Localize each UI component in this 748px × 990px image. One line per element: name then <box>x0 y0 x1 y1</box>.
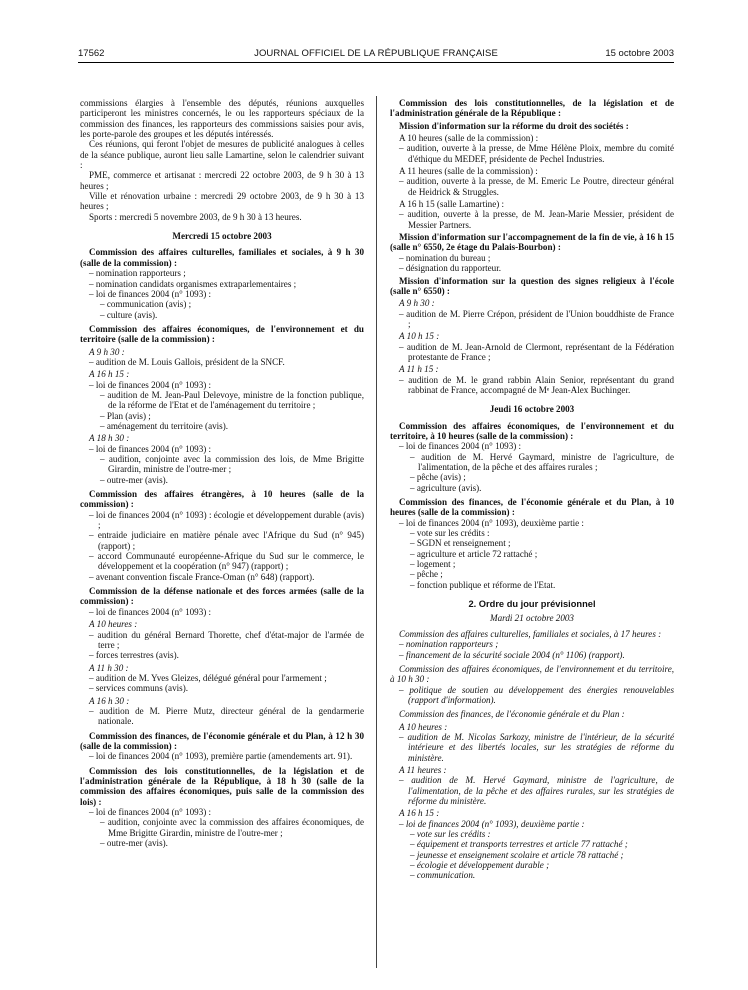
commission-heading: Commission de la défense nationale et des forces armées (salle de la commission) : <box>80 586 364 607</box>
time-slot: A 18 h 30 : <box>89 433 130 444</box>
day-heading: Mercredi 15 octobre 2003 <box>172 231 272 242</box>
column-divider <box>376 96 377 968</box>
agenda-item: – avenant convention fiscale France-Oman (n° 648) (rapport). <box>89 571 315 582</box>
intro-paragraph-2: Ces réunions, qui feront l'objet de mesures de publicité analogues à celles de la séance publique, auront lieu salle Lamartine, selon le calendrier suivant : <box>80 139 364 171</box>
agenda-subitem: – communication (avis) ; <box>100 299 192 310</box>
agenda-subitem: – communication. <box>410 870 476 881</box>
agenda-item: – services communs (avis). <box>89 683 188 694</box>
time-slot: A 10 heures : <box>89 619 138 630</box>
agenda-subitem: – outre-mer (avis). <box>100 474 168 485</box>
agenda-item: – loi de finances 2004 (n° 1093), deuxième partie : <box>399 517 584 528</box>
agenda-item: – désignation du rapporteur. <box>399 263 502 274</box>
agenda-subitem: – audition de M. Jean-Paul Delevoye, ministre de la fonction publique, de la réforme de l'Etat et de l'aménagement du territoire ; <box>100 389 364 411</box>
header-rule <box>78 62 674 63</box>
page-number: 17562 <box>78 48 105 59</box>
intro-paragraph: commissions élargies à l'ensemble des députés, réunions auxquelles participeront les ministres concernés, le ou les rapporteurs spéciaux de la commission des finances, les rapporteurs des commissions saisies pour avis, les porte-parole des groupes et les députés intéressés. <box>80 98 364 140</box>
agenda-item: – loi de finances 2004 (n° 1093) : écologie et développement durable (avis) ; <box>89 509 364 531</box>
agenda-item: – audition, ouverte à la presse, de Mme Hélène Ploix, membre du comité d'éthique du MEDEF, présidente de Pechel Industries. <box>399 143 674 164</box>
commission-heading-italic: Commission des finances, de l'économie générale et du Plan : <box>399 709 625 720</box>
agenda-item: – loi de finances 2004 (n° 1093), deuxième partie : <box>399 818 585 829</box>
commission-heading: Commission des finances, de l'économie générale et du Plan, à 10 heures (salle de la commission) : <box>390 497 674 518</box>
commission-heading-italic: Commission des affaires culturelles, familiales et sociales, à 17 heures : <box>399 628 662 639</box>
agenda-item: – nomination rapporteurs ; <box>399 639 499 650</box>
right-column <box>390 98 674 881</box>
time-slot: A 16 h 30 : <box>89 695 130 706</box>
agenda-item: – nomination candidats organismes extraparlementaires ; <box>89 278 297 289</box>
agenda-item: – audition du général Bernard Thorette, chef d'état-major de l'armée de terre ; <box>89 629 364 650</box>
page-header <box>78 48 674 62</box>
day-heading-italic: Mardi 21 octobre 2003 <box>490 613 574 624</box>
agenda-subitem: – fonction publique et réforme de l'Etat. <box>410 579 556 590</box>
agenda-subitem: – audition, conjointe avec la commission des lois, de Mme Brigitte Girardin, ministre de l'outre-mer ; <box>100 454 364 475</box>
agenda-subitem: – audition de M. Hervé Gaymard, ministre de l'agriculture, de l'alimentation, de la pêche et des affaires rurales ; <box>410 451 674 472</box>
agenda-subitem: – agriculture et article 72 rattaché ; <box>410 548 538 559</box>
agenda-item: – nomination rapporteurs ; <box>89 268 186 279</box>
agenda-item: – loi de finances 2004 (n° 1093) : <box>89 379 212 390</box>
agenda-item: – loi de finances 2004 (n° 1093) : <box>89 807 212 817</box>
agenda-subitem: – culture (avis). <box>100 309 158 320</box>
commission-heading-italic: Commission des affaires économiques, de l'environnement et du territoire, à 10 h 30 : <box>390 663 674 685</box>
agenda-subitem: – outre-mer (avis). <box>100 838 168 849</box>
time-slot: A 16 h 15 (salle Lamartine) : <box>399 199 505 210</box>
schedule-ville: Ville et rénovation urbaine : mercredi 29 octobre 2003, de 9 h 30 à 13 heures ; <box>80 191 364 212</box>
agenda-subitem: – vote sur les crédits : <box>410 829 491 839</box>
commission-heading: Commission des affaires économiques, de l'environnement et du territoire, à 10 heures (salle de la commission) : <box>390 420 674 441</box>
schedule-sports: Sports : mercredi 5 novembre 2003, de 9 h 30 à 13 heures. <box>89 211 302 222</box>
agenda-subitem: – vote sur les crédits : <box>410 528 490 539</box>
commission-heading: Commission des affaires étrangères, à 10 heures (salle de la commission) : <box>80 489 364 510</box>
time-slot: A 10 heures : <box>399 721 448 732</box>
agenda-subitem: – jeunesse et enseignement scolaire et article 78 rattaché ; <box>410 849 624 860</box>
agenda-item: – audition de M. Pierre Mutz, directeur général de la gendarmerie nationale. <box>89 705 364 727</box>
time-slot: A 11 heures (salle de la commission) : <box>399 166 538 177</box>
agenda-item: – forces terrestres (avis). <box>89 650 179 661</box>
schedule-pme: PME, commerce et artisanat : mercredi 22 octobre 2003, de 9 h 30 à 13 heures ; <box>80 170 364 191</box>
time-slot: A 16 h 15 : <box>89 369 130 380</box>
time-slot: A 16 h 15 : <box>399 808 440 819</box>
agenda-item: – audition de M. Yves Gleizes, délégué général pour l'armement ; <box>89 672 327 683</box>
agenda-item: – loi de finances 2004 (n° 1093), première partie (amendements art. 91). <box>89 751 353 762</box>
agenda-item: – audition de M. Jean-Arnold de Clermont, représentant de la Fédération protestante de France ; <box>399 341 674 362</box>
agenda-subitem: – équipement et transports terrestres et article 77 rattaché ; <box>410 839 628 850</box>
agenda-item: – loi de finances 2004 (n° 1093) : <box>89 606 212 617</box>
commission-heading: Commission des affaires culturelles, familiales et sociales, à 9 h 30 (salle de la commission) : <box>80 247 364 268</box>
time-slot: A 11 heures : <box>399 764 447 775</box>
left-column <box>80 98 364 848</box>
issue-date: 15 octobre 2003 <box>605 48 674 59</box>
mission-heading: Mission d'information sur la question des signes religieux à l'école (salle n° 6550) : <box>390 275 674 296</box>
agenda-item: – financement de la sécurité sociale 2004 (n° 1106) (rapport). <box>399 649 625 660</box>
time-slot: A 10 heures (salle de la commission) : <box>399 133 539 144</box>
agenda-item: – loi de finances 2004 (n° 1093) : <box>89 443 212 454</box>
agenda-item: – nomination du bureau ; <box>399 252 491 263</box>
agenda-item: – accord Communauté européenne-Afrique du Sud sur le commerce, le développement et la coopération (n° 947) (rapport) ; <box>89 551 364 572</box>
mission-heading: Mission d'information sur la réforme du droit des sociétés : <box>399 120 629 131</box>
agenda-subitem: – agriculture (avis). <box>410 482 482 493</box>
section-heading: 2. Ordre du jour prévisionnel <box>468 599 596 610</box>
time-slot: A 11 h 30 : <box>89 662 129 673</box>
agenda-item: – entraide judiciaire en matière pénale avec l'Afrique du Sud (n° 945) (rapport) ; <box>89 530 364 551</box>
day-heading: Jeudi 16 octobre 2003 <box>489 404 575 415</box>
agenda-subitem: – pêche ; <box>410 569 443 580</box>
agenda-subitem: – Plan (avis) ; <box>100 410 151 421</box>
commission-heading: Commission des affaires économiques, de l'environnement et du territoire (salle de la commission) : <box>80 323 364 345</box>
time-slot: A 11 h 15 : <box>399 364 439 375</box>
agenda-item: – audition de M. Pierre Crépon, président de l'Union bouddhiste de France ; <box>399 308 674 329</box>
agenda-item: – audition de M. Louis Gallois, président de la SNCF. <box>89 356 285 367</box>
agenda-subitem: – SGDN et renseignement ; <box>410 538 511 549</box>
commission-heading: Commission des lois constitutionnelles, de la législation et de l'administration générale de la République : <box>390 98 674 119</box>
agenda-subitem: – aménagement du territoire (avis). <box>100 420 229 431</box>
agenda-item: – audition, ouverte à la presse, de M. Jean-Marie Messier, président de Messier Partners. <box>399 209 674 230</box>
agenda-subitem: – audition, conjointe avec la commission des affaires économiques, de Mme Brigitte Girardin, ministre de l'outre-mer ; <box>100 817 364 838</box>
time-slot: A 9 h 30 : <box>89 346 125 357</box>
agenda-subitem: – écologie et développement durable ; <box>410 860 550 871</box>
agenda-item: – audition de M. le grand rabbin Alain Senior, représentant du grand rabbinat de France, accompagné de Mᵉ Jean-Alex Buchinger. <box>399 374 674 395</box>
mission-heading: Mission d'information sur l'accompagnement de la fin de vie, à 16 h 15 (salle n° 6550, 2e étage du Palais-Bourbon) : <box>390 232 674 253</box>
agenda-item: – loi de finances 2004 (n° 1093) : <box>89 288 212 299</box>
journal-title: JOURNAL OFFICIEL DE LA RÉPUBLIQUE FRANÇAISE <box>254 48 498 59</box>
agenda-subitem: – pêche (avis) ; <box>410 472 466 483</box>
agenda-item: – politique de soutien au développement des énergies renouvelables (rapport d'information). <box>399 684 674 705</box>
agenda-item: – audition de M. Hervé Gaymard, ministre de l'agriculture, de l'alimentation, de la pêche et des affaires rurales, sur les stratégies de réforme du ministère. <box>399 775 674 806</box>
time-slot: A 9 h 30 : <box>399 298 435 309</box>
commission-heading: Commission des finances, de l'économie générale et du Plan, à 12 h 30 (salle de la commission) : <box>80 730 364 751</box>
agenda-item: – loi de finances 2004 (n° 1093) : <box>399 441 522 452</box>
commission-heading: Commission des lois constitutionnelles, de la législation et de l'administration générale de la République, à 18 h 30 (salle de la commission des affaires économiques, puis salle de la commission des lois) : <box>80 765 364 807</box>
agenda-item: – audition de M. Nicolas Sarkozy, ministre de l'intérieur, de la sécurité intérieure et des libertés locales, sur les stratégies de réforme du ministère. <box>399 731 674 763</box>
agenda-subitem: – logement ; <box>410 559 456 570</box>
agenda-item: – audition, ouverte à la presse, de M. Emeric Le Poutre, directeur général de Heidrick & Struggles. <box>399 176 674 197</box>
time-slot: A 10 h 15 : <box>399 331 440 342</box>
